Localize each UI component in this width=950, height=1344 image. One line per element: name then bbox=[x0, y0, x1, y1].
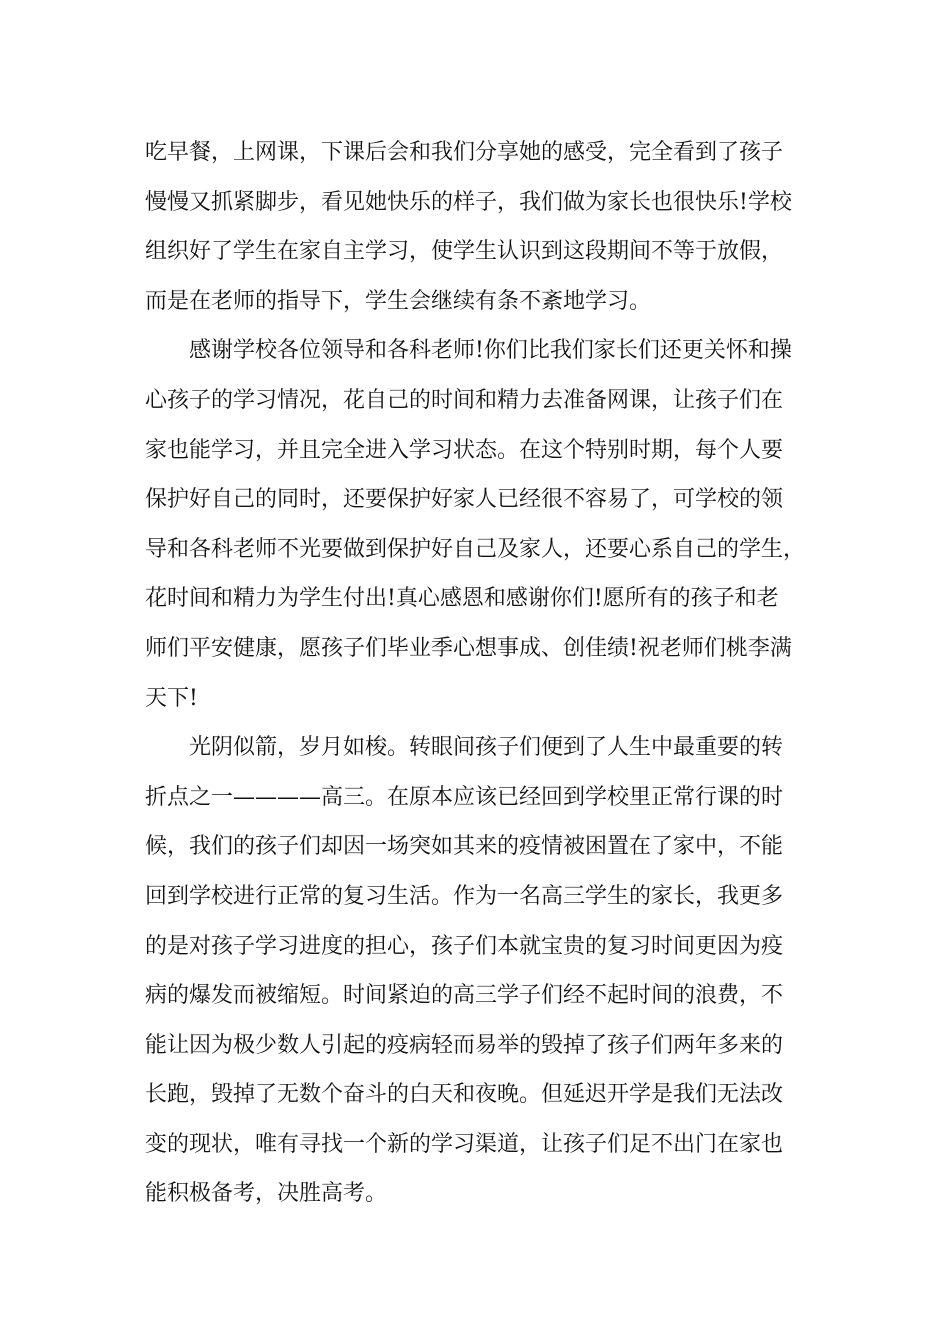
text-line: 的是对孩子学习进度的担心，孩子们本就宝贵的复习时间更因为疫 bbox=[145, 933, 784, 959]
paragraph bbox=[145, 723, 810, 1219]
paragraph bbox=[145, 128, 810, 326]
text-line: 回到学校进行正常的复习生活。作为一名高三学生的家长，我更多 bbox=[145, 883, 784, 909]
text-line: 而是在老师的指导下，学生会继续有条不紊地学习。 bbox=[145, 288, 652, 314]
paragraph bbox=[145, 326, 810, 723]
text-line: 家也能学习，并且完全进入学习状态。在这个特别时期，每个人要 bbox=[145, 437, 784, 463]
text-line: 保护好自己的同时，还要保护好家人已经很不容易了，可学校的领 bbox=[145, 487, 784, 513]
text-line: 能让因为极少数人引起的疫病轻而易举的毁掉了孩子们两年多来的 bbox=[145, 1032, 784, 1058]
text-line: 吃早餐，上网课，下课后会和我们分享她的感受，完全看到了孩子 bbox=[145, 140, 784, 165]
text-line: 折点之一————高三。在原本应该已经回到学校里正常行课的时 bbox=[145, 784, 784, 810]
text-line: 病的爆发而被缩短。时间紧迫的高三学子们经不起时间的浪费，不 bbox=[145, 983, 784, 1009]
text-line: 心孩子的学习情况，花自己的时间和精力去准备网课，让孩子们在 bbox=[145, 387, 784, 413]
text-line: 候，我们的孩子们却因一场突如其来的疫情被困置在了家中，不能 bbox=[145, 834, 784, 860]
text-line: 导和各科老师不光要做到保护好自己及家人，还要心系自己的学生， bbox=[145, 536, 806, 562]
text-line: 光阴似箭，岁月如梭。转眼间孩子们便到了人生中最重要的转 bbox=[189, 735, 784, 761]
document-body bbox=[145, 128, 810, 1219]
text-line: 变的现状，唯有寻找一个新的学习渠道，让孩子们足不出门在家也 bbox=[145, 1131, 784, 1157]
text-line: 组织好了学生在家自主学习，使学生认识到这段期间不等于放假， bbox=[145, 239, 784, 265]
text-line: 感谢学校各位领导和各科老师!你们比我们家长们还更关怀和操 bbox=[189, 338, 792, 364]
text-line: 能积极备考，决胜高考。 bbox=[145, 1181, 388, 1207]
text-line: 师们平安健康，愿孩子们毕业季心想事成、创佳绩!祝老师们桃李满 bbox=[145, 635, 792, 661]
text-line: 长跑，毁掉了无数个奋斗的白天和夜晚。但延迟开学是我们无法改 bbox=[145, 1082, 784, 1108]
text-line: 花时间和精力为学生付出!真心感恩和感谢你们!愿所有的孩子和老 bbox=[145, 586, 779, 612]
text-line: 慢慢又抓紧脚步，看见她快乐的样子，我们做为家长也很快乐!学校 bbox=[145, 189, 792, 215]
text-line: 天下! bbox=[145, 685, 198, 711]
